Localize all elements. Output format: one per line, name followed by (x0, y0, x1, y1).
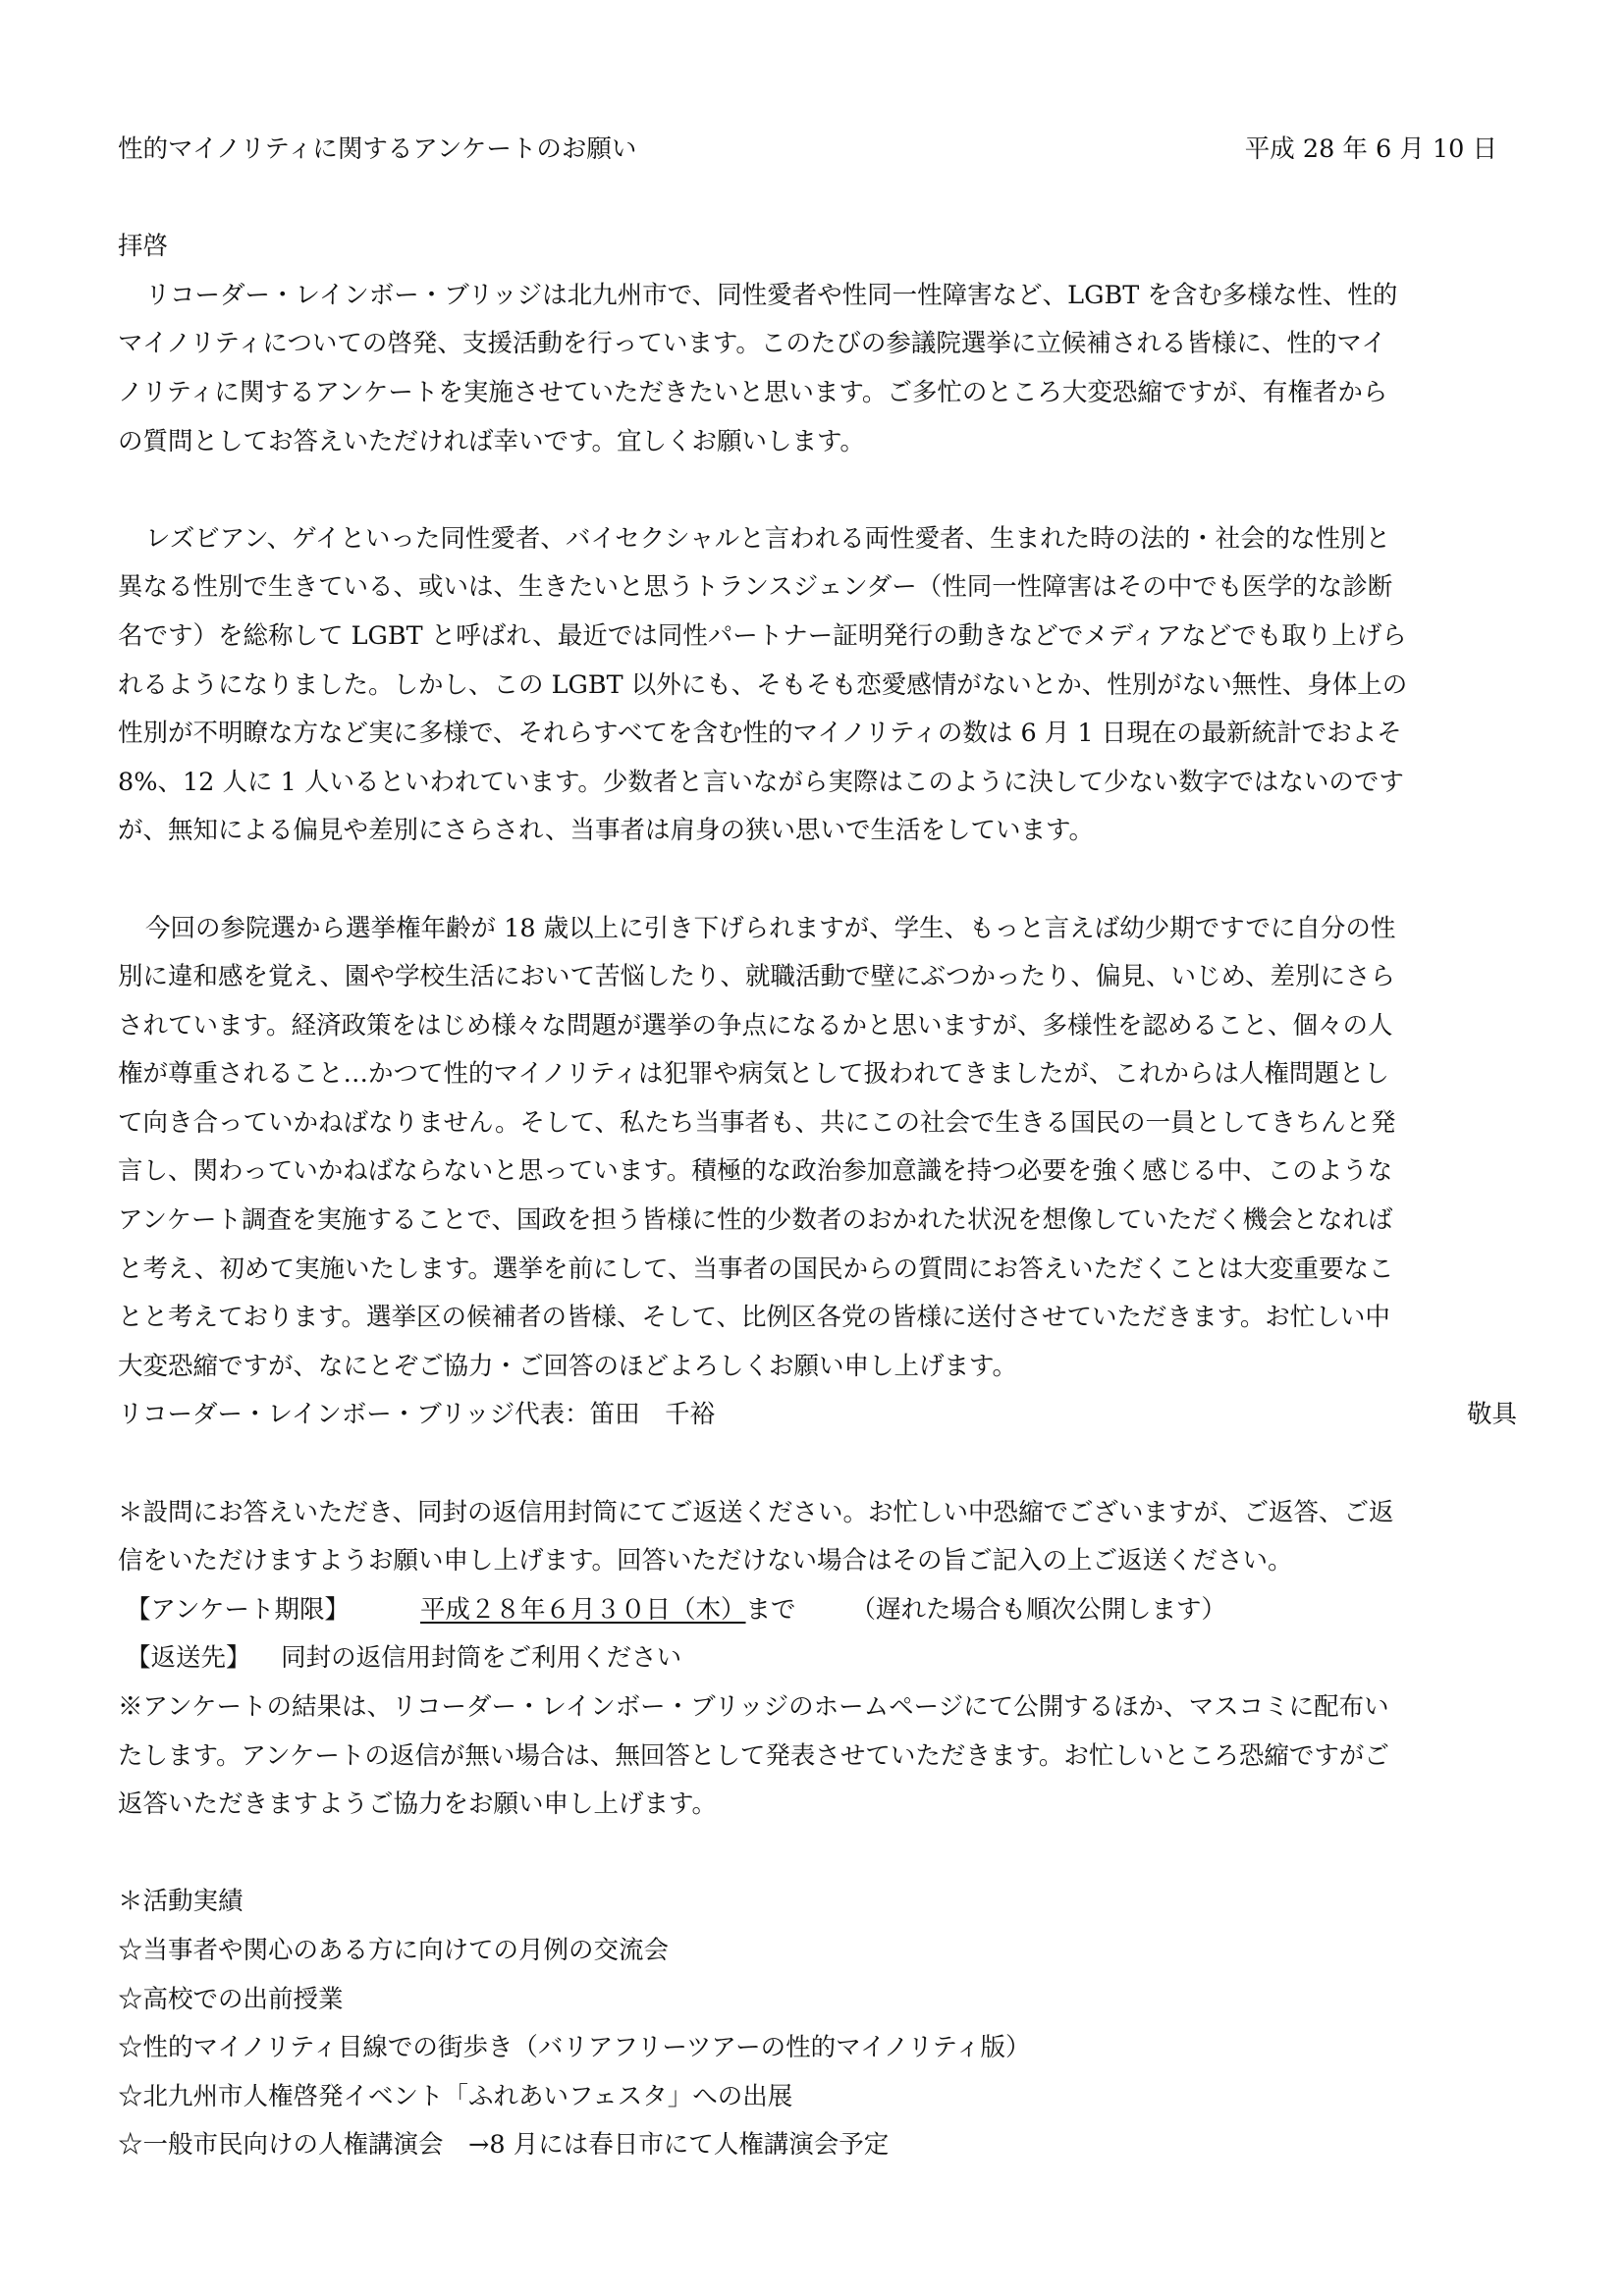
activity-item: ☆北九州市人権啓発イベント「ふれあいフェスタ」への出展 (118, 2081, 793, 2111)
paragraph-line: て向き合っていかねばなりません。そして、私たち当事者も、共にこの社会で生きる国民の一員としてきちんと発 (118, 1107, 1396, 1138)
paragraph-line: ノリティに関するアンケートを実施させていただきたいと思います。ご多忙のところ大変恐縮ですが、有権者から (118, 377, 1388, 407)
spacer (118, 466, 1517, 515)
paragraph-line: 権が尊重されること…かつて性的マイノリティは犯罪や病気として扱われてきましたが、これからは人権問題とし (118, 1059, 1389, 1090)
signature-org: リコーダー・レインボー・ブリッジ代表：笛田 千裕 (118, 1400, 716, 1430)
paragraph-line: マイノリティについての啓発、支援活動を行っています。このたびの参議院選挙に立候補される皆様に、性的マイ (118, 329, 1386, 359)
activity-item: ☆一般市民向けの人権講演会 →8 月には春日市にて人権講演会予定 (118, 2130, 890, 2161)
instruction-line: 信をいただけますようお願い申し上げます。回答いただけない場合はその旨ご記入の上ご返送ください。 (118, 1546, 1293, 1576)
paragraph-lgbt (118, 515, 1517, 856)
document-date: 平成 28 年 6 月 10 日 (1244, 134, 1497, 164)
paragraph-line: 名です）を総称して LGBT と呼ばれ、最近では同性パートナー証明発行の動きなどでメディアなどでも取り上げら (118, 620, 1407, 651)
activity-item: ☆高校での出前授業 (118, 1984, 344, 2014)
paragraph-line: されています。経済政策をはじめ様々な問題が選挙の争点になるかと思いますが、多様性を認めること、個々の人 (118, 1010, 1393, 1041)
paragraph-election (118, 905, 1517, 1392)
deadline-row (118, 1586, 1517, 1635)
activities-section (118, 1878, 1517, 2170)
spacer (118, 175, 1517, 224)
instructions (118, 1489, 1517, 1586)
paragraph-line: 言し、関わっていかねばならないと思っています。積極的な政治参加意識を持つ必要を強く感じる中、このような (118, 1156, 1393, 1187)
document-title: 性的マイノリティに関するアンケートのお願い (118, 134, 637, 164)
paragraph-line: 別に違和感を覚え、園や学校生活において苦悩したり、就職活動で壁にぶつかったり、偏見、いじめ、差別にさら (118, 962, 1396, 992)
deadline-label: 【アンケート期限】 (126, 1594, 350, 1625)
header-row (118, 126, 1497, 175)
paragraph-line: 性別が不明瞭な方など実に多様で、それらすべてを含む性的マイノリティの数は 6 月 1 日現在の最新統計でおよそ (118, 719, 1402, 749)
paragraph-line: れるようになりました。しかし、この LGBT 以外にも、そもそも恋愛感情がないとか、性別がない無性、身体上の (118, 669, 1408, 700)
activity-item: ☆性的マイノリティ目線での街歩き（バリアフリーツアーの性的マイノリティ版） (118, 2033, 1031, 2063)
document-body (118, 126, 1517, 2170)
paragraph-line: リコーダー・レインボー・ブリッジは北九州市で、同性愛者や性同一性障害など、LGBT を含む多様な性、性的 (145, 280, 1398, 310)
paragraph-line: 大変恐縮ですが、なにとぞご協力・ご回答のほどよろしくお願い申し上げます。 (118, 1351, 1017, 1381)
deadline-note: （遅れた場合も順次公開します） (850, 1594, 1227, 1625)
spacer (118, 1830, 1517, 1879)
closing-word: 敬具 (1466, 1400, 1517, 1430)
paragraph-line: が、無知による偏見や差別にさらされ、当事者は肩身の狭い思いで生活をしています。 (118, 816, 1094, 846)
spacer (796, 1586, 851, 1635)
return-row (118, 1634, 1517, 1683)
paragraph-line: レズビアン、ゲイといった同性愛者、バイセクシャルと言われる両性愛者、生まれた時の法的・社会的な性別と (145, 523, 1391, 554)
results-line: たします。アンケートの返信が無い場合は、無回答として発表させていただきます。お忙しいところ恐縮ですがご (118, 1740, 1389, 1771)
results-line: 返答いただきますようご協力をお願い申し上げます。 (118, 1789, 717, 1820)
paragraph-line: アンケート調査を実施することで、国政を担う皆様に性的少数者のおかれた状況を想像していただく機会となれば (118, 1205, 1393, 1236)
paragraph-line: 異なる性別で生きている、或いは、生きたいと思うトランスジェンダー（性同一性障害はその中でも医学的な診断 (118, 572, 1393, 603)
results-line: ※アンケートの結果は、リコーダー・レインボー・ブリッジのホームページにて公開するほか、マスコミに配布い (118, 1692, 1389, 1722)
return-label: 【返送先】 (126, 1643, 251, 1674)
paragraph-line: 8%、12 人に 1 人いるといわれています。少数者と言いながら実際はこのように決して少ない数字ではないのです (118, 767, 1404, 797)
deadline-suffix: まで (745, 1594, 796, 1625)
deadline-date: 平成２８年６月３０日（木） (420, 1594, 746, 1625)
signature-row (118, 1391, 1517, 1440)
paragraph-line: 今回の参院選から選挙権年齢が 18 歳以上に引き下げられますが、学生、もっと言えば幼少期ですでに自分の性 (145, 913, 1396, 943)
spacer (118, 856, 1517, 905)
instruction-line: ＊設問にお答えいただき、同封の返信用封筒にてご返送ください。お忙しい中恐縮でございますが、ご返答、ご返 (118, 1497, 1394, 1527)
spacer (118, 1440, 1517, 1489)
paragraph-line: と考え、初めて実施いたします。選挙を前にして、当事者の国民からの質問にお答えいただくことは大変重要なこ (118, 1254, 1394, 1284)
paragraph-line: の質問としてお答えいただければ幸いです。宜しくお願いします。 (118, 426, 865, 456)
paragraph-line: とと考えております。選挙区の候補者の皆様、そして、比例区各党の皆様に送付させていただきます。お忙しい中 (118, 1303, 1390, 1333)
return-value: 同封の返信用封筒をご利用ください (281, 1643, 682, 1674)
results-note (118, 1683, 1517, 1830)
paragraph-intro (118, 272, 1517, 466)
activities-heading: ＊活動実績 (118, 1887, 244, 1917)
greeting: 拝啓 (118, 232, 169, 262)
activity-item: ☆当事者や関心のある方に向けての月例の交流会 (118, 1935, 670, 1965)
